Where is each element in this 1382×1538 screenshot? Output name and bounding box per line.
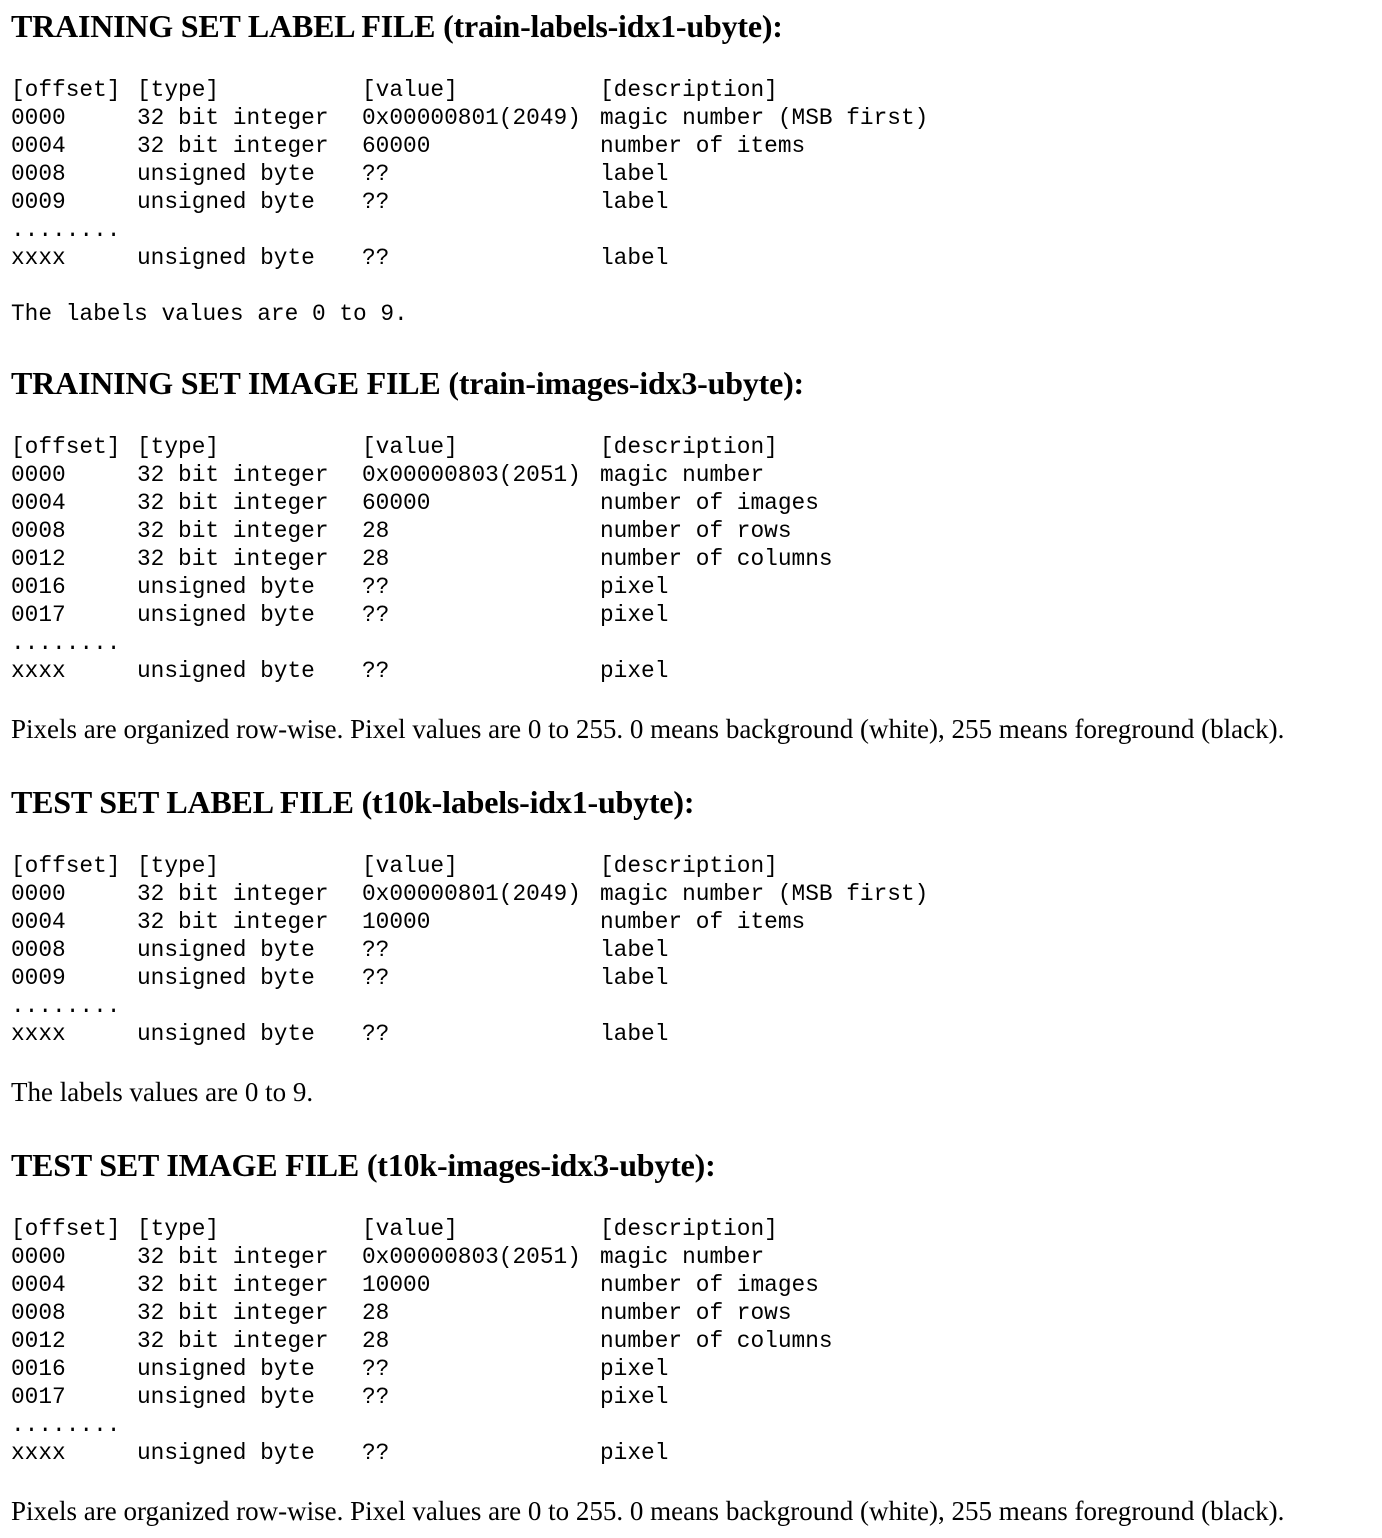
cell-offset: 0016 bbox=[11, 574, 66, 600]
cell-value: 10000 bbox=[362, 1272, 431, 1298]
cell-type: unsigned byte bbox=[137, 189, 315, 215]
cell-value: ?? bbox=[362, 937, 390, 963]
table-row bbox=[11, 1327, 1376, 1355]
table-row bbox=[11, 104, 1376, 132]
cell-offset: 0008 bbox=[11, 1300, 66, 1326]
section-title: TRAINING SET LABEL FILE (train-labels-idx1-ubyte): bbox=[11, 8, 783, 44]
header-offset: [offset] bbox=[11, 853, 121, 879]
cell-type: unsigned byte bbox=[137, 574, 315, 600]
cell-value: 28 bbox=[362, 546, 390, 572]
table-row bbox=[11, 517, 1376, 545]
table-ellipsis-row bbox=[11, 216, 1376, 244]
header-value: [value] bbox=[362, 77, 458, 103]
cell-description: pixel bbox=[600, 602, 669, 628]
header-description: [description] bbox=[600, 853, 778, 879]
table-header-row bbox=[11, 852, 1376, 880]
table-header-row bbox=[11, 76, 1376, 104]
cell-value: ?? bbox=[362, 1021, 390, 1047]
table-row bbox=[11, 964, 1376, 992]
section-title: TEST SET IMAGE FILE (t10k-images-idx3-ubyte): bbox=[11, 1147, 716, 1183]
cell-offset: xxxx bbox=[11, 1440, 66, 1466]
cell-offset: ........ bbox=[11, 630, 121, 656]
table-row bbox=[11, 657, 1376, 685]
cell-description: label bbox=[600, 189, 669, 215]
table-row bbox=[11, 244, 1376, 272]
cell-offset: ........ bbox=[11, 993, 121, 1019]
cell-description: number of items bbox=[600, 133, 806, 159]
cell-type: 32 bit integer bbox=[137, 462, 329, 488]
cell-type: 32 bit integer bbox=[137, 105, 329, 131]
cell-offset: xxxx bbox=[11, 245, 66, 271]
cell-value: 28 bbox=[362, 1300, 390, 1326]
table-row bbox=[11, 1439, 1376, 1467]
cell-type: 32 bit integer bbox=[137, 1328, 329, 1354]
section-note: Pixels are organized row-wise. Pixel values are 0 to 255. 0 means background (white), 255 means foreground (black). bbox=[11, 714, 1285, 744]
cell-description: pixel bbox=[600, 1440, 669, 1466]
table-row bbox=[11, 1383, 1376, 1411]
cell-value: ?? bbox=[362, 965, 390, 991]
cell-type: 32 bit integer bbox=[137, 133, 329, 159]
cell-description: magic number (MSB first) bbox=[600, 105, 929, 131]
cell-value: 10000 bbox=[362, 909, 431, 935]
cell-value bbox=[362, 629, 600, 657]
cell-description: label bbox=[600, 1021, 669, 1047]
header-type: [type] bbox=[137, 1216, 220, 1242]
cell-offset: 0000 bbox=[11, 1244, 66, 1270]
cell-offset: 0017 bbox=[11, 602, 66, 628]
cell-value: ?? bbox=[362, 161, 390, 187]
cell-type: unsigned byte bbox=[137, 245, 315, 271]
table-row bbox=[11, 461, 1376, 489]
section-train-images bbox=[11, 363, 1376, 745]
cell-value bbox=[362, 992, 600, 1020]
cell-description: number of items bbox=[600, 909, 806, 935]
table-row bbox=[11, 880, 1376, 908]
cell-value: 28 bbox=[362, 1328, 390, 1354]
cell-offset: 0000 bbox=[11, 881, 66, 907]
cell-type: 32 bit integer bbox=[137, 881, 329, 907]
cell-offset: xxxx bbox=[11, 658, 66, 684]
cell-description: label bbox=[600, 965, 669, 991]
section-test-images bbox=[11, 1145, 1376, 1527]
table-row bbox=[11, 1271, 1376, 1299]
cell-type: 32 bit integer bbox=[137, 909, 329, 935]
cell-type: 32 bit integer bbox=[137, 1300, 329, 1326]
cell-offset: ........ bbox=[11, 217, 121, 243]
cell-description: number of columns bbox=[600, 546, 833, 572]
cell-value: 0x00000803(2051) bbox=[362, 1244, 581, 1270]
table-row bbox=[11, 601, 1376, 629]
cell-description: pixel bbox=[600, 658, 669, 684]
table-ellipsis-row bbox=[11, 992, 1376, 1020]
cell-value: 0x00000801(2049) bbox=[362, 881, 581, 907]
cell-description: number of rows bbox=[600, 518, 792, 544]
table-row bbox=[11, 1299, 1376, 1327]
format-table bbox=[11, 1215, 1376, 1467]
cell-offset: ........ bbox=[11, 1412, 121, 1438]
cell-type: unsigned byte bbox=[137, 658, 315, 684]
header-offset: [offset] bbox=[11, 77, 121, 103]
cell-value bbox=[362, 1411, 600, 1439]
cell-value: ?? bbox=[362, 574, 390, 600]
header-description: [description] bbox=[600, 434, 778, 460]
cell-type: unsigned byte bbox=[137, 965, 315, 991]
cell-type: unsigned byte bbox=[137, 1440, 315, 1466]
cell-offset: 0009 bbox=[11, 189, 66, 215]
cell-type: 32 bit integer bbox=[137, 546, 329, 572]
cell-value: 60000 bbox=[362, 490, 431, 516]
cell-type: 32 bit integer bbox=[137, 1244, 329, 1270]
cell-value: ?? bbox=[362, 1440, 390, 1466]
header-value: [value] bbox=[362, 853, 458, 879]
cell-type: unsigned byte bbox=[137, 937, 315, 963]
cell-description: magic number bbox=[600, 462, 765, 488]
table-ellipsis-row bbox=[11, 629, 1376, 657]
cell-offset: 0016 bbox=[11, 1356, 66, 1382]
table-row bbox=[11, 188, 1376, 216]
header-value: [value] bbox=[362, 434, 458, 460]
cell-type: unsigned byte bbox=[137, 161, 315, 187]
table-header-row bbox=[11, 1215, 1376, 1243]
cell-offset: 0008 bbox=[11, 161, 66, 187]
header-type: [type] bbox=[137, 853, 220, 879]
cell-offset: 0004 bbox=[11, 490, 66, 516]
cell-offset: 0000 bbox=[11, 105, 66, 131]
table-row bbox=[11, 1020, 1376, 1048]
cell-offset: 0004 bbox=[11, 909, 66, 935]
cell-value: 0x00000801(2049) bbox=[362, 105, 581, 131]
section-note: Pixels are organized row-wise. Pixel values are 0 to 255. 0 means background (white), 255 means foreground (black). bbox=[11, 1496, 1285, 1526]
section-note: The labels values are 0 to 9. bbox=[11, 1077, 314, 1107]
cell-value: 0x00000803(2051) bbox=[362, 462, 581, 488]
header-type: [type] bbox=[137, 77, 220, 103]
table-row bbox=[11, 936, 1376, 964]
header-offset: [offset] bbox=[11, 1216, 121, 1242]
section-test-labels bbox=[11, 782, 1376, 1108]
cell-type bbox=[137, 216, 362, 244]
cell-type bbox=[137, 992, 362, 1020]
cell-type: 32 bit integer bbox=[137, 1272, 329, 1298]
cell-description: label bbox=[600, 937, 669, 963]
table-row bbox=[11, 1355, 1376, 1383]
section-train-labels bbox=[11, 6, 1376, 328]
table-row bbox=[11, 489, 1376, 517]
cell-value: 28 bbox=[362, 518, 390, 544]
cell-offset: 0012 bbox=[11, 1328, 66, 1354]
cell-description: pixel bbox=[600, 574, 669, 600]
section-title: TEST SET LABEL FILE (t10k-labels-idx1-ubyte): bbox=[11, 784, 695, 820]
table-ellipsis-row bbox=[11, 1411, 1376, 1439]
cell-offset: 0008 bbox=[11, 937, 66, 963]
table-row bbox=[11, 132, 1376, 160]
cell-description: number of images bbox=[600, 490, 819, 516]
cell-value: ?? bbox=[362, 189, 390, 215]
cell-offset: 0009 bbox=[11, 965, 66, 991]
cell-value: ?? bbox=[362, 1356, 390, 1382]
cell-description: number of images bbox=[600, 1272, 819, 1298]
cell-value: ?? bbox=[362, 245, 390, 271]
header-description: [description] bbox=[600, 77, 778, 103]
cell-value: ?? bbox=[362, 602, 390, 628]
table-row bbox=[11, 545, 1376, 573]
cell-value bbox=[362, 216, 600, 244]
header-type: [type] bbox=[137, 434, 220, 460]
cell-type: unsigned byte bbox=[137, 1384, 315, 1410]
cell-value: 60000 bbox=[362, 133, 431, 159]
section-title: TRAINING SET IMAGE FILE (train-images-idx3-ubyte): bbox=[11, 365, 805, 401]
cell-offset: xxxx bbox=[11, 1021, 66, 1047]
header-offset: [offset] bbox=[11, 434, 121, 460]
section-note: The labels values are 0 to 9. bbox=[11, 301, 408, 327]
cell-description: pixel bbox=[600, 1384, 669, 1410]
table-row bbox=[11, 908, 1376, 936]
format-table bbox=[11, 852, 1376, 1048]
table-header-row bbox=[11, 433, 1376, 461]
format-table bbox=[11, 76, 1376, 272]
cell-offset: 0004 bbox=[11, 1272, 66, 1298]
cell-type: unsigned byte bbox=[137, 1356, 315, 1382]
cell-type: 32 bit integer bbox=[137, 490, 329, 516]
cell-offset: 0012 bbox=[11, 546, 66, 572]
cell-description: magic number (MSB first) bbox=[600, 881, 929, 907]
cell-description: label bbox=[600, 161, 669, 187]
cell-description: magic number bbox=[600, 1244, 765, 1270]
format-table bbox=[11, 433, 1376, 685]
cell-value: ?? bbox=[362, 1384, 390, 1410]
cell-type: unsigned byte bbox=[137, 1021, 315, 1047]
header-value: [value] bbox=[362, 1216, 458, 1242]
table-row bbox=[11, 573, 1376, 601]
cell-description: number of columns bbox=[600, 1328, 833, 1354]
table-row bbox=[11, 160, 1376, 188]
cell-type: unsigned byte bbox=[137, 602, 315, 628]
table-row bbox=[11, 1243, 1376, 1271]
cell-description: pixel bbox=[600, 1356, 669, 1382]
cell-type bbox=[137, 1411, 362, 1439]
cell-type: 32 bit integer bbox=[137, 518, 329, 544]
cell-offset: 0017 bbox=[11, 1384, 66, 1410]
cell-offset: 0008 bbox=[11, 518, 66, 544]
cell-value: ?? bbox=[362, 658, 390, 684]
cell-offset: 0000 bbox=[11, 462, 66, 488]
cell-type bbox=[137, 629, 362, 657]
header-description: [description] bbox=[600, 1216, 778, 1242]
cell-offset: 0004 bbox=[11, 133, 66, 159]
cell-description: label bbox=[600, 245, 669, 271]
cell-description: number of rows bbox=[600, 1300, 792, 1326]
